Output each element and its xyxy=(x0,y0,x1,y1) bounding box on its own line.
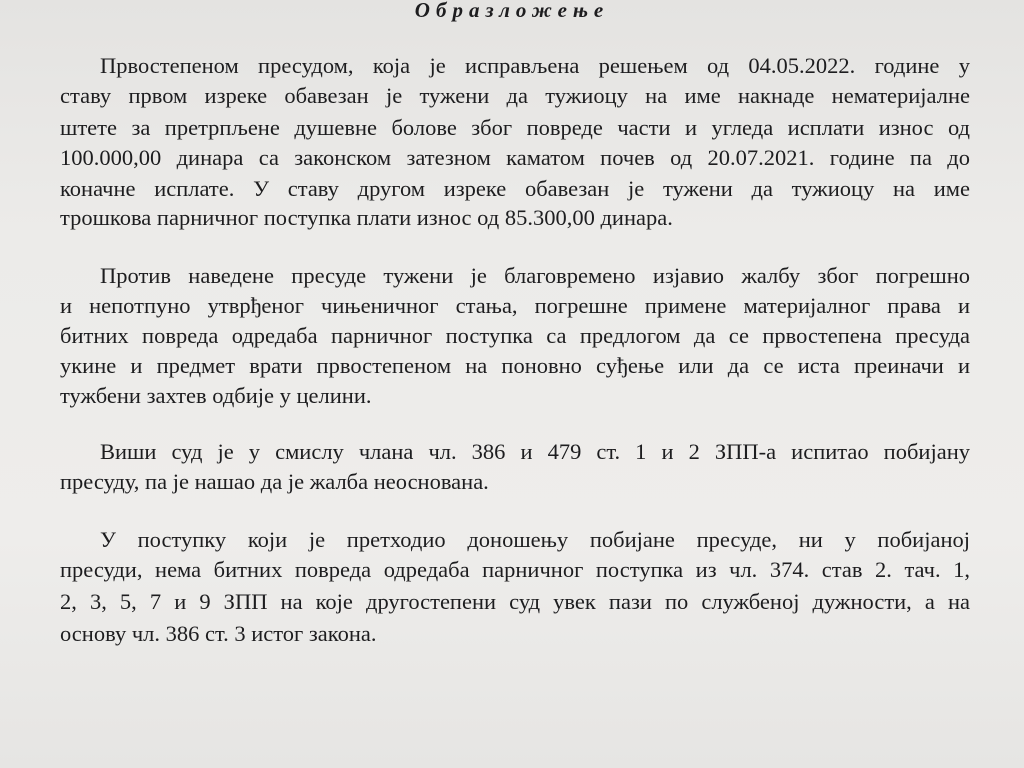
text-line: 2, 3, 5, 7 и 9 ЗПП на које другостепени суд увек пази по службеној дужности, а на xyxy=(60,589,970,614)
text-line: битних повреда одредаба парничног поступка са предлогом да се првостепена пресуда xyxy=(60,323,970,348)
text-line: коначне исплате. У ставу другом изреке обавезан је тужени да тужиоцу на име xyxy=(60,176,970,201)
text-line: пресуди, нема битних повреда одредаба парничног поступка из чл. 374. став 2. тач. 1, xyxy=(60,557,970,582)
text-line: 100.000,00 динара са законском затезном каматом почев од 20.07.2021. године па до xyxy=(60,145,970,170)
text-line: Против наведене пресуде тужени је благовремено изјавио жалбу због погрешно xyxy=(100,263,970,288)
text-line: тужбени захтев одбије у целини. xyxy=(60,383,372,408)
text-line: штете за претрпљене душевне болове због повреде части и угледа исплати износ од xyxy=(60,115,970,140)
text-line: У поступку који је претходио доношењу побијане пресуде, ни у побијаној xyxy=(100,527,970,552)
text-line: Првостепеном пресудом, која је исправљена решењем од 04.05.2022. године у xyxy=(100,53,970,78)
text-line: укине и предмет врати првостепеном на поновно суђење или да се иста преиначи и xyxy=(60,353,970,378)
text-line: ставу првом изреке обавезан је тужени да тужиоцу на име накнаде нематеријалне xyxy=(60,83,970,108)
text-line: и непотпуно утврђеног чињеничног стања, погрешне примене материјалног права и xyxy=(60,293,970,318)
text-line: Виши суд је у смислу члана чл. 386 и 479 ст. 1 и 2 ЗПП-а испитао побијану xyxy=(100,439,970,464)
document-title: Образложење xyxy=(414,0,610,22)
text-line: пресуду, па је нашао да је жалба неоснована. xyxy=(60,469,489,494)
text-line: основу чл. 386 ст. 3 истог закона. xyxy=(60,621,377,646)
text-line: трошкова парничног поступка плати износ од 85.300,00 динара. xyxy=(60,205,673,230)
